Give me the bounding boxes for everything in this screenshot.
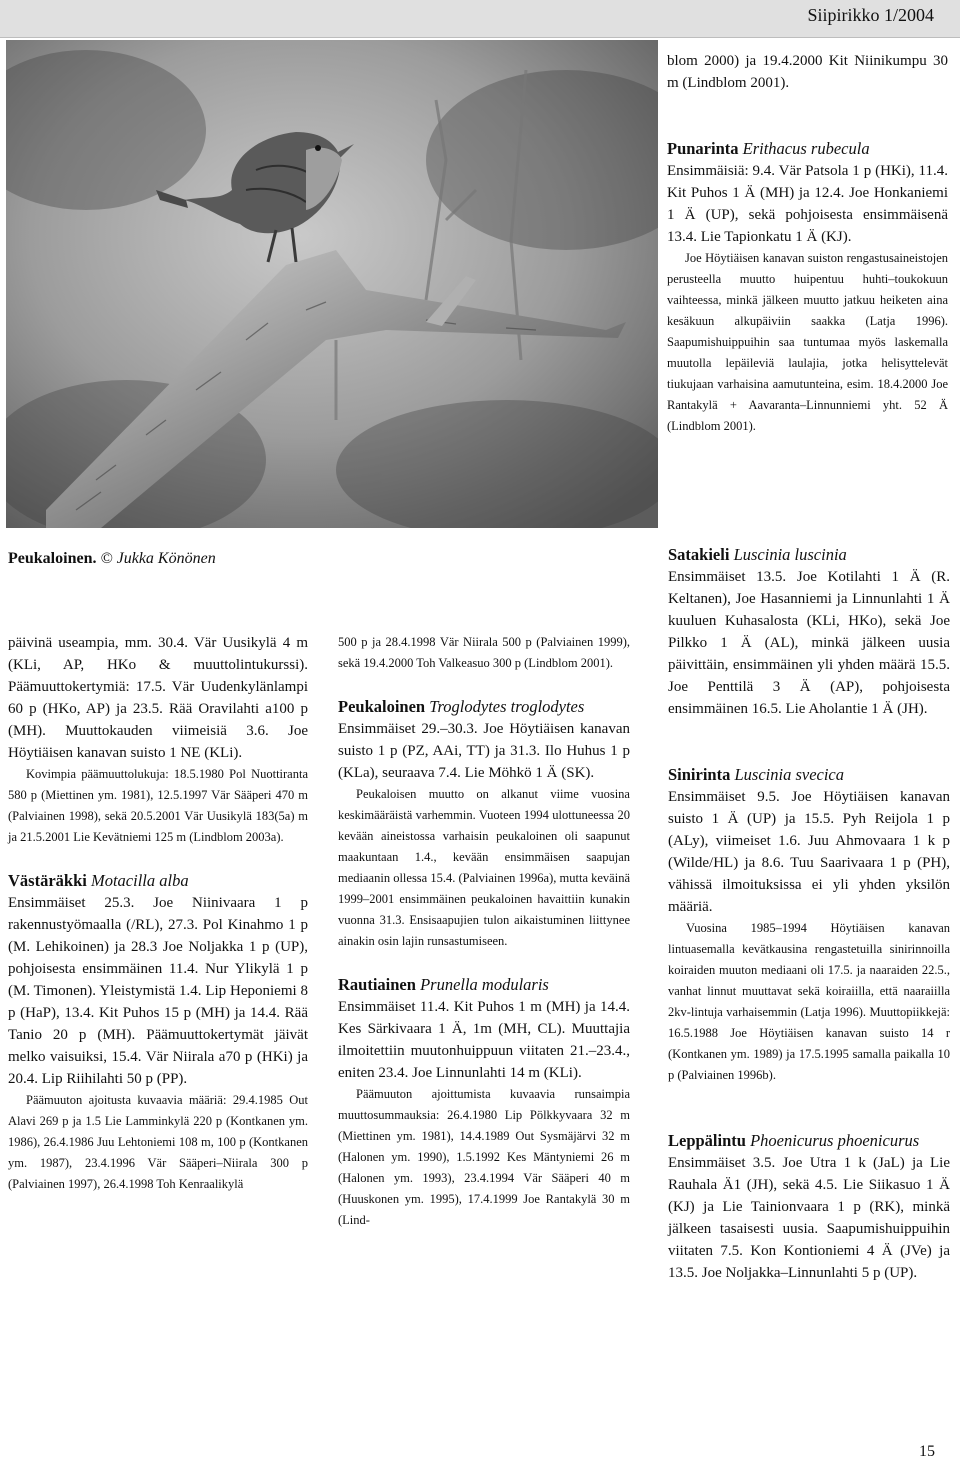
species-heading-rautiainen: Rautiainen Prunella modularis bbox=[338, 975, 549, 994]
paragraph: blom 2000) ja 19.4.2000 Kit Niinikumpu 30 m (Lindblom 2001). bbox=[667, 53, 948, 91]
page-number: 15 bbox=[919, 1443, 935, 1460]
paragraph-small: Kovimpia päämuuttolukuja: 18.5.1980 Pol Nuottiranta 580 p (Miettinen ym. 1981), 12.5.1997 Vär Sääperi 470 m (Palviainen 1998), sekä 20.5.2001 Vär Uusikylä 183(5a) m ja 21.5.2001 Lie Kevätniemi 125 m (Lindblom 2003a). bbox=[8, 767, 308, 844]
paragraph: Ensimmäisiä: 9.4. Vär Patsola 1 p (HKi), 11.4. Kit Puhos 1 Ä (MH) ja 12.4. Joe Honkaniemi 1 Ä (UP), sekä pohjoisesta ensimmäisenä 13.4. Lie Tapionkatu 1 Ä (KJ). bbox=[667, 163, 948, 245]
running-header bbox=[0, 0, 960, 38]
paragraph-small: Päämuuton ajoitusta kuvaavia määriä: 29.4.1985 Out Alavi 269 p ja 1.5 Lie Lamminkylä 220 p (Kontkanen ym. 1986), 26.4.1986 Juu Lehtoniemi 108 m, 100 p (Kontkanen ym. 1987), 23.4.1996 Vär Sääperi–Niirala 300 p (Palviainen 1997), 26.4.1998 Toh Kenraalikylä bbox=[8, 1093, 308, 1191]
paragraph-small: Vuosina 1985–1994 Höytiäisen kanavan lintuasemalla kevätkausina rengastetuilla sinirinnoilla koiraiden muuton mediaani oli 17.5. ja naaraiden 22.5., vanhat linnut muuttavat sekä koiraiilla, että naaraiilla 2kv-lintuja varhaisemmin (Latja 1996). Muuttopiikkejä: 16.5.1988 Joe Höytiäisen kanavan suisto 14 r (Kontkanen ym. 1989) ja 17.5.1995 samalla paikalla 10 p (Palviainen 1996b). bbox=[668, 921, 950, 1082]
journal-title: Siipirikko 1/2004 bbox=[807, 5, 934, 25]
species-heading-peukaloinen: Peukaloinen Troglodytes troglodytes bbox=[338, 697, 585, 716]
column-2 bbox=[338, 632, 630, 1231]
paragraph-small: Joe Höytiäisen kanavan suiston rengastusaineistojen perusteella muutto huipentuu huhti–toukokuun vaihteessa, minkä jälkeen muutto jatkuu heiketen aina kesäkuun alkupäiviin saakka (Latja 1996). Saapumishuippuihin saa tuntumaa myös laskemalla muutolla lepäileviä laulajia, jotka helisyttelevät tiukujaan varhaisina aamutunteina, esim. 18.4.2000 Joe Rantakylä + Aavaranta–Linnunniemi yht. 52 Ä (Lindblom 2001). bbox=[667, 251, 948, 433]
paragraph: Ensimmäiset 11.4. Kit Puhos 1 m (MH) ja 14.4. Kes Särkivaara 1 Ä, 1m (MH, CL). Muuttajia ilmoitettiin muutonhuippuun viitaten 21.–23.4., eniten 23.4. Joe Linnunlahti 14 m (KLi). bbox=[338, 999, 630, 1081]
wren-photo-illustration bbox=[6, 40, 658, 528]
photo-caption bbox=[8, 550, 216, 568]
column-3 bbox=[668, 544, 950, 1284]
paragraph: Ensimmäiset 13.5. Joe Kotilahti 1 Ä (R. Keltanen), Joe Hasanniemi ja Linnunlahti 1 Ä kuuluen Kuhasalosta (KLi, HKo), sekä Joe Pilkko 1 Ä (AL), minkä jälkeen uusia päivittäin, ensimmäinen yli yhden määrä 15.5. Joe Penttilä 3 Ä (AP), pohjoisesta ensimmäinen 16.5. Lie Aholantie 1 Ä (JH). bbox=[668, 569, 950, 717]
species-heading-vastararakki: Västäräkki Motacilla alba bbox=[8, 871, 189, 890]
right-top-column bbox=[667, 50, 948, 437]
paragraph: Ensimmäiset 9.5. Joe Höytiäisen kanavan suisto 1 Ä (UP) ja 15.5. Pyh Reijola 1 p (ALy), viimeiset 1.6. Juu Ahmovaara 1 k p (Wilde/HL) ja 8.6. Tuu Saarivaara 1 p (PH), vähissä ilmoituksissa ei yli yhden yksilön määriä. bbox=[668, 789, 950, 915]
paragraph: Ensimmäiset 25.3. Joe Niinivaara 1 p rakennustyömaalla (/RL), 27.3. Pol Kinahmo 1 p (M. Lehikoinen) ja 28.3 Joe Noljakka 1 p (UP), pohjoisesta ensimmäinen 11.4. Nur Ylikylä 1 p (M. Timonen). Yleistymistä 1.4. Lip Heponiemi 8 p (HaP), 13.4. Kit Puhos 15 p (MH) ja 14.4. Rää Tanio 20 p (MH). Päämuuttokertymät jäivät melko vaisuiksi, 15.4. Vär Niirala a70 p (HKi) ja 20.4. Lip Riihilahti 50 p (PP). bbox=[8, 895, 308, 1087]
paragraph: päivinä useampia, mm. 30.4. Vär Uusikylä 4 m (KLi, AP, HKo & muuttolintukurssi). Päämuuttokertymiä: 17.5. Vär Uudenkylänlampi 60 p (HKo, AP) ja 23.5. Rää Oravilahti a100 p (MH). Muuttokauden viimeisiä 3.6. Joe Höytiäisen kanavan suisto 1 NE (KLi). bbox=[8, 635, 308, 761]
wren-photo bbox=[6, 40, 658, 528]
species-heading-satakieli: Satakieli Luscinia luscinia bbox=[668, 545, 847, 564]
paragraph-small: Peukaloisen muutto on alkanut viime vuosina keskimääräistä varhemmin. Vuoteen 1994 ulottuneessa 20 kevään aineistossa varhaisin peukaloinen oli saapunut maakuntaan 1.4., kevään ensimmäisen saapujan mediaanin ollessa 15.4. (Palviainen 1996a), mutta keväinä 1999–2001 ensimmäinen peukaloinen havaittiin kunakin vuonna 31.3. Ensisaapujien tulon aikaistuminen liittynee ainakin osin lajin runsastumiseen. bbox=[338, 787, 630, 948]
paragraph: Ensimmäiset 3.5. Joe Utra 1 k (JaL) ja Lie Rauhala Ä1 (JH), sekä 4.5. Lie Siikasuo 1 Ä (KJ) ja Lie Tainionvaara 1 p (RK), minkä jälkeen tasaisesti uusia. Saapumishuippuihin viitaten 7.5. Kon Kontioniemi 4 Ä (JVe) ja 13.5. Joe Noljakka–Linnunlahti 5 p (UP). bbox=[668, 1155, 950, 1281]
species-heading-punarinta: Punarinta Erithacus rubecula bbox=[667, 139, 870, 158]
column-1 bbox=[8, 632, 308, 1195]
paragraph: Ensimmäiset 29.–30.3. Joe Höytiäisen kanavan suisto 1 p (PZ, AAi, TT) ja 31.3. Ilo Huhus 1 p (KLa), seuraava 7.4. Lie Möhkö 1 Ä (SK). bbox=[338, 721, 630, 781]
species-heading-leppalintu: Leppälintu Phoenicurus phoenicurus bbox=[668, 1131, 920, 1150]
paragraph-small: Päämuuton ajoittumista kuvaavia runsaimpia muuttosummauksia: 26.4.1980 Lip Pölkkyvaara 32 m (Miettinen ym. 1981), 14.4.1989 Out Sysmäjärvi 32 m (Halonen ym. 1990), 1.5.1992 Kes Mäntyniemi 26 m (Halonen ym. 1993), 23.4.1994 Vär Sääperi 40 m (Huuskonen ym. 1995), 17.4.1999 Joe Rantakylä 30 m (Lind- bbox=[338, 1087, 630, 1227]
caption-title: Peukaloinen. bbox=[8, 550, 97, 567]
paragraph-small: 500 p ja 28.4.1998 Vär Niirala 500 p (Palviainen 1999), sekä 19.4.2000 Toh Valkeasuo 300 p (Lindblom 2001). bbox=[338, 635, 630, 670]
caption-credit: © Jukka Könönen bbox=[100, 550, 216, 567]
species-heading-sinirinta: Sinirinta Luscinia svecica bbox=[668, 765, 844, 784]
